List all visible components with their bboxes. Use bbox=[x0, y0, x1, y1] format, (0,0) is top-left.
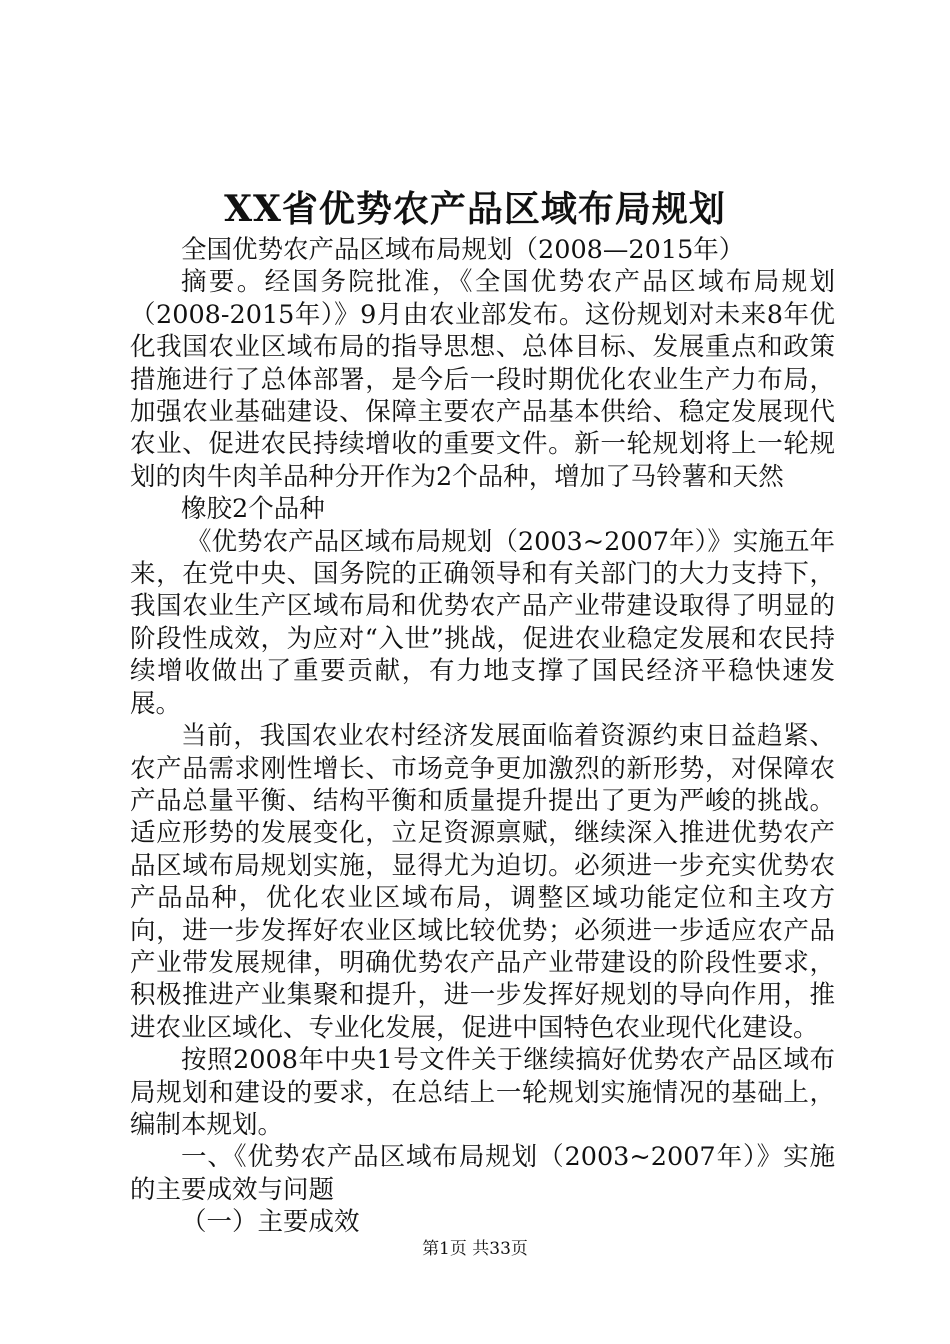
paragraph-abstract-continued: 橡胶2个品种 bbox=[181, 494, 325, 525]
paragraph-implementation: 《优势农产品区域布局规划（2003~2007年）》实施五年来，在党中央、国务院的正确领导和有关部门的大力支持下，我国农业生产区域布局和优势农产品产业带建设取得了明显的阶段性成效，为应对“入世”挑战，促进农业稳定发展和农民持续增收做出了重要贡献，有力地支撑了国民经济平稳快速发展。 bbox=[130, 526, 835, 719]
page-number-footer: 第1页 共33页 bbox=[422, 1239, 528, 1259]
section-heading-1: 一、《优势农产品区域布局规划（2003~2007年）》实施的主要成效与问题 bbox=[130, 1142, 835, 1205]
document-body bbox=[130, 234, 835, 1239]
document-title: XX省优势农产品区域布局规划 bbox=[224, 188, 726, 230]
paragraph-current-situation: 当前，我国农业农村经济发展面临着资源约束日益趋紧、农产品需求刚性增长、市场竞争更加激烈的新形势，对保障农产品总量平衡、结构平衡和质量提升提出了更为严峻的挑战。适应形势的发展变化，立足资源禀赋，继续深入推进优势农产品区域布局规划实施，显得尤为迫切。必须进一步充实优势农产品品种，优化农业区域布局，调整区域功能定位和主攻方向，进一步发挥好农业区域比较优势；必须进一步适应农产品产业带发展规律，明确优势农产品产业带建设的阶段性要求，积极推进产业集聚和提升，进一步发挥好规划的导向作用，推进农业区域化、专业化发展，促进中国特色农业现代化建设。 bbox=[130, 721, 835, 1043]
paragraph-basis: 按照2008年中央1号文件关于继续搞好优势农产品区域布局规划和建设的要求，在总结上一轮规划实施情况的基础上，编制本规划。 bbox=[130, 1045, 835, 1140]
paragraph-abstract: 摘要。经国务院批准，《全国优势农产品区域布局规划（2008-2015年）》9月由农业部发布。这份规划对未来8年优化我国农业区域布局的指导思想、总体目标、发展重点和政策措施进行了总体部署，是今后一段时期优化农业生产力布局，加强农业基础建设、保障主要农产品基本供给、稳定发展现代农业、促进农民持续增收的重要文件。新一轮规划将上一轮规划的肉牛肉羊品种分开作为2个品种，增加了马铃薯和天然 bbox=[130, 267, 835, 492]
subsection-heading-1: （一）主要成效 bbox=[181, 1207, 360, 1238]
paragraph-subtitle: 全国优势农产品区域布局规划（2008—2015年） bbox=[181, 235, 745, 265]
